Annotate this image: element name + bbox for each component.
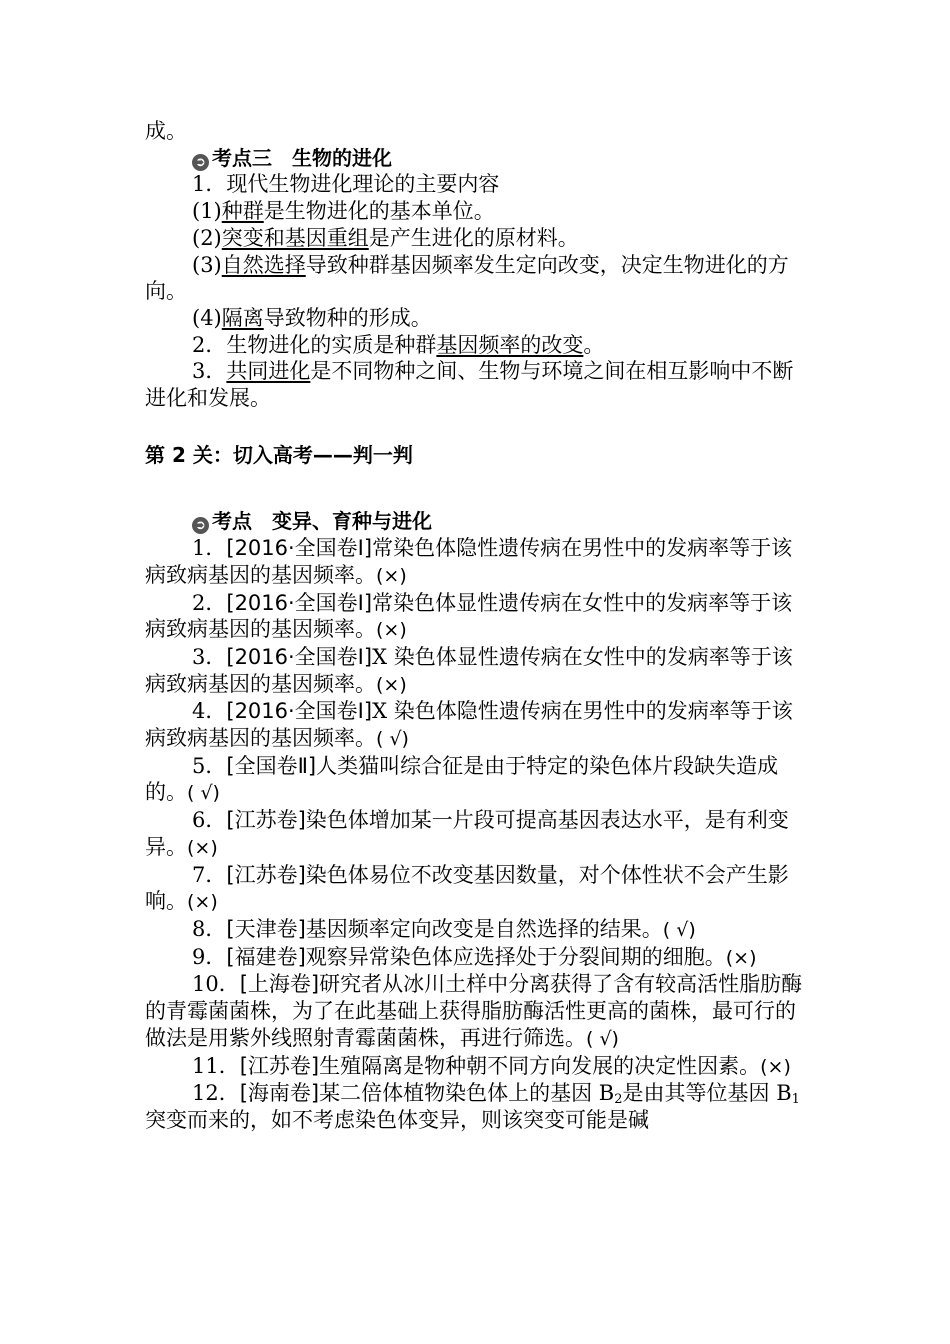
judgement-item xyxy=(145,916,810,944)
judgement-src: [江苏卷] xyxy=(226,808,306,833)
judgement-src: [天津卷] xyxy=(226,916,306,941)
judgement-text: X 染色体隐性遗传病在男性中的发病率等于该病致病基因的基因频率。 xyxy=(145,699,793,751)
judgement-text: 常染色体显性遗传病在女性中的发病率等于该病致病基因的基因频率。 xyxy=(145,590,793,642)
judgement-text: 常染色体隐性遗传病在男性中的发病率等于该病致病基因的基因频率。 xyxy=(145,536,793,587)
judgement-num: 11． xyxy=(192,1053,240,1078)
judgement-text: 观察异常染色体应选择处于分裂间期的细胞。 xyxy=(305,944,726,969)
paragraph: 2．生物进化的实质是种群基因频率的改变。 xyxy=(192,332,605,357)
judgement-num: 8． xyxy=(192,916,227,941)
judgement-mark: ( √) xyxy=(376,728,409,751)
judgement-num: 7． xyxy=(192,862,227,887)
document-page xyxy=(145,118,810,1134)
judgement-mark: (×) xyxy=(376,619,407,642)
judgement-text: 染色体增加某一片段可提高基因表达水平，是有利变异。 xyxy=(145,808,789,859)
judgement-src: [上海卷] xyxy=(239,972,320,997)
judgement-item xyxy=(145,971,810,1052)
judgement-num: 1． xyxy=(192,536,227,561)
judgement-src: [江苏卷] xyxy=(226,862,306,887)
judgement-item xyxy=(145,535,810,589)
judgement-num: 10． xyxy=(192,972,240,997)
judgement-item xyxy=(145,807,810,861)
judgement-src: [全国卷Ⅱ] xyxy=(226,753,317,778)
part-heading: 第 2 关：切入高考——判一判 xyxy=(145,442,413,467)
judgement-item xyxy=(145,590,810,644)
judgement-src: [福建卷] xyxy=(226,944,306,969)
judgement-num: 3． xyxy=(192,644,227,669)
judgement-mark: (×) xyxy=(376,564,407,587)
judgement-num: 2． xyxy=(192,590,227,615)
judgement-item xyxy=(145,644,810,698)
judgement-item xyxy=(145,1053,810,1081)
judgement-mark: (×) xyxy=(760,1055,791,1078)
judgement-item xyxy=(145,944,810,972)
judgement-text: 人类猫叫综合征是由于特定的染色体片段缺失造成的。 xyxy=(145,753,779,805)
judgement-num: 4． xyxy=(192,699,227,724)
judgement-text: X 染色体显性遗传病在女性中的发病率等于该病致病基因的基因频率。 xyxy=(145,644,793,696)
judgement-mark: (×) xyxy=(725,946,757,969)
judgement-list xyxy=(145,535,810,1080)
judgement-mark: (×) xyxy=(187,891,218,914)
paragraph: (3)自然选择导致种群基因频率发生定向改变，决定生物进化的方向。 xyxy=(145,252,789,304)
underlined-term: 基因频率的改变 xyxy=(436,332,584,357)
top-fragment: 成。 xyxy=(145,119,187,143)
judgement-num: 6． xyxy=(192,808,227,833)
paragraph: (2)突变和基因重组是产生进化的原材料。 xyxy=(192,225,579,250)
underlined-term: 种群 xyxy=(221,199,264,224)
underlined-term: 自然选择 xyxy=(221,252,306,277)
judgement-text: 生殖隔离是物种朝不同方向发展的决定性因素。 xyxy=(319,1053,761,1078)
judgement-item: 12．[海南卷]某二倍体植物染色体上的基因 $B_2$是由其等位基因 $B_1$突变而来的，如不考虑染色体变异，则该突变可能是碱 xyxy=(145,1081,800,1132)
section-heading-evolution: ➲ 考点三 生物的进化 xyxy=(145,145,810,172)
underlined-term: 隔离 xyxy=(221,305,264,330)
arrow-circle-icon: ➲ xyxy=(192,154,209,171)
judgement-item xyxy=(145,862,810,916)
judgement-text: 基因频率定向改变是自然选择的结果。 xyxy=(305,916,663,941)
judgement-mark: ( √) xyxy=(662,918,696,941)
underlined-term: 共同进化 xyxy=(226,359,311,384)
paragraph: 1．现代生物进化理论的主要内容 xyxy=(192,172,500,197)
judgement-src: [2016·全国卷Ⅰ] xyxy=(226,644,373,669)
paragraph: 3．共同进化是不同物种之间、生物与环境之间在相互影响中不断进化和发展。 xyxy=(145,359,794,411)
judgement-mark: ( √) xyxy=(187,782,220,805)
judgement-text: 染色体易位不改变基因数量，对个体性状不会产生影响。 xyxy=(145,862,789,914)
underlined-term: 突变和基因重组 xyxy=(221,225,369,250)
judgement-item xyxy=(145,698,810,752)
judgement-num: 9． xyxy=(192,944,227,969)
judgement-num: 5． xyxy=(192,753,227,778)
judgement-item xyxy=(145,753,810,807)
judgement-src: [2016·全国卷Ⅰ] xyxy=(226,590,373,615)
arrow-circle-icon: ➲ xyxy=(192,517,209,534)
paragraph: (1)种群是生物进化的基本单位。 xyxy=(192,199,495,224)
paragraph: (4)隔离导致物种的形成。 xyxy=(192,305,432,330)
judgement-src: [2016·全国卷Ⅰ] xyxy=(226,536,373,561)
judgement-text: 研究者从冰川土样中分离获得了含有较高活性脂肪酶的青霉菌菌株，为了在此基础上获得脂肪酶活性更高的菌株，最可行的做法是用紫外线照射青霉菌菌株，再进行筛选。 xyxy=(145,972,803,1050)
judgement-src: [江苏卷] xyxy=(239,1053,320,1078)
judgement-mark: ( √) xyxy=(586,1027,619,1050)
section-heading-variation: ➲ 考点 变异、育种与进化 xyxy=(145,508,810,535)
judgement-mark: (×) xyxy=(187,836,218,859)
judgement-src: [2016·全国卷Ⅰ] xyxy=(226,699,373,724)
judgement-mark: (×) xyxy=(376,673,407,696)
